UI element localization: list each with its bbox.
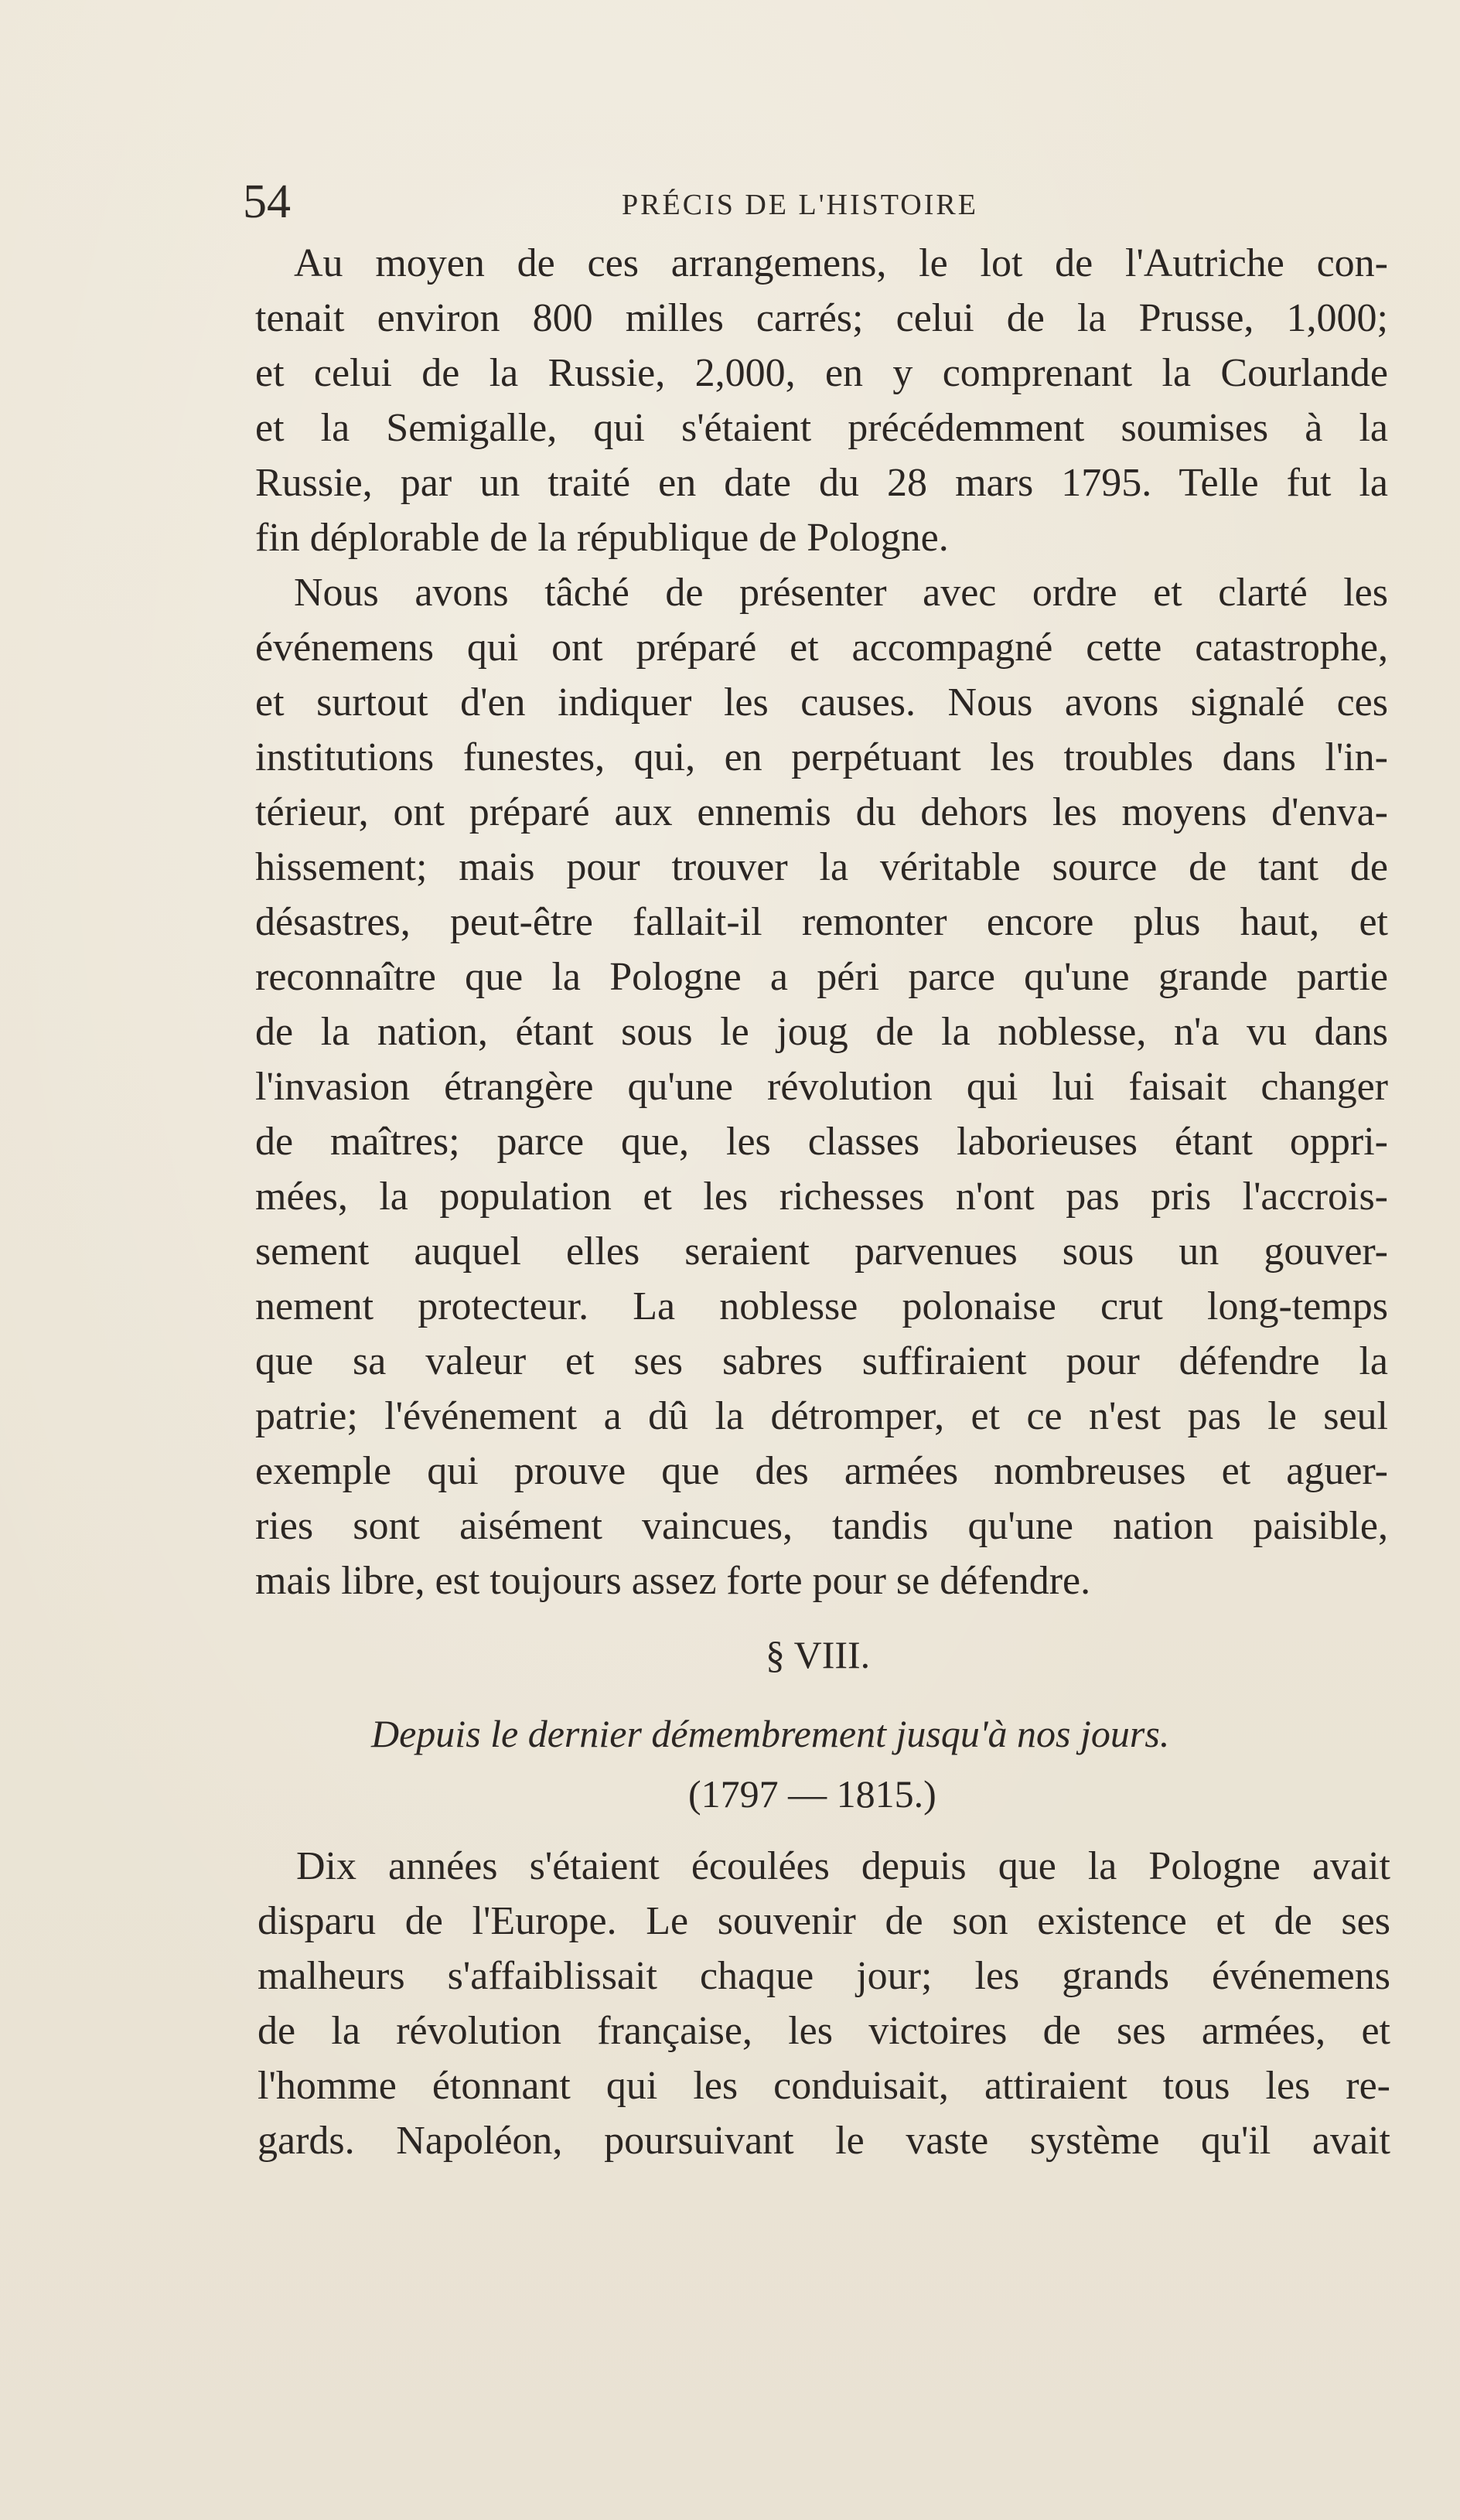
text-line: térieur, ont préparé aux ennemis du dehors les moyens d'enva- [255, 790, 1388, 834]
text-line: fin déplorable de la république de Pologne. [255, 516, 949, 560]
running-title: PRÉCIS DE L'HISTOIRE [622, 189, 978, 221]
section-number: § VIII. [766, 1633, 871, 1676]
text-line: Nous avons tâché de présenter avec ordre et clarté les [294, 571, 1388, 615]
body-text [255, 236, 1388, 1608]
text-line: et la Semigalle, qui s'étaient précédemment soumises à la [255, 406, 1388, 450]
text-line: disparu de l'Europe. Le souvenir de son existence et de ses [258, 1899, 1390, 1943]
text-line: désastres, peut-être fallait-il remonter encore plus haut, et [255, 900, 1388, 944]
text-line: reconnaître que la Pologne a péri parce qu'une grande partie [255, 955, 1388, 999]
running-head [243, 175, 1387, 229]
text-line: Dix années s'étaient écoulées depuis que la Pologne avait [296, 1844, 1390, 1888]
text-line: exemple qui prouve que des armées nombreuses et aguer- [255, 1449, 1388, 1493]
text-line: hissement; mais pour trouver la véritable source de tant de [255, 845, 1388, 889]
text-line: mées, la population et les richesses n'ont pas pris l'accrois- [255, 1175, 1388, 1219]
section-title: Depuis le dernier démembrement jusqu'à nos jours. [371, 1712, 1170, 1755]
text-line: malheurs s'affaiblissait chaque jour; les grands événemens [258, 1954, 1390, 1998]
section-dates: (1797 — 1815.) [688, 1772, 936, 1816]
text-line: Au moyen de ces arrangemens, le lot de l'Autriche con- [294, 241, 1388, 285]
text-line: l'invasion étrangère qu'une révolution qui lui faisait changer [255, 1065, 1388, 1109]
text-line: de la révolution française, les victoires de ses armées, et [258, 2009, 1390, 2053]
body-text-continued [258, 1839, 1390, 2168]
text-line: mais libre, est toujours assez forte pour se défendre. [255, 1559, 1091, 1603]
text-line: événemens qui ont préparé et accompagné cette catastrophe, [255, 626, 1388, 670]
text-line: ries sont aisément vaincues, tandis qu'une nation paisible, [255, 1504, 1388, 1548]
text-line: Russie, par un traité en date du 28 mars 1795. Telle fut la [255, 461, 1388, 505]
page-number: 54 [243, 176, 291, 228]
text-line: l'homme étonnant qui les conduisait, attiraient tous les re- [258, 2064, 1390, 2108]
text-line: sement auquel elles seraient parvenues sous un gouver- [255, 1229, 1388, 1274]
text-line: nement protecteur. La noblesse polonaise crut long-temps [255, 1284, 1388, 1328]
text-line: et surtout d'en indiquer les causes. Nous avons signalé ces [255, 680, 1388, 725]
text-line: que sa valeur et ses sabres suffiraient pour défendre la [255, 1339, 1388, 1383]
text-line: de maîtres; parce que, les classes laborieuses étant oppri- [255, 1120, 1388, 1164]
text-line: patrie; l'événement a dû la détromper, et ce n'est pas le seul [255, 1394, 1388, 1438]
text-line: tenait environ 800 milles carrés; celui de la Prusse, 1,000; [255, 296, 1388, 340]
text-line: et celui de la Russie, 2,000, en y comprenant la Courlande [255, 351, 1388, 395]
text-line: gards. Napoléon, poursuivant le vaste système qu'il avait [258, 2119, 1390, 2163]
text-line: institutions funestes, qui, en perpétuant les troubles dans l'in- [255, 735, 1388, 779]
text-line: de la nation, étant sous le joug de la noblesse, n'a vu dans [255, 1010, 1388, 1054]
